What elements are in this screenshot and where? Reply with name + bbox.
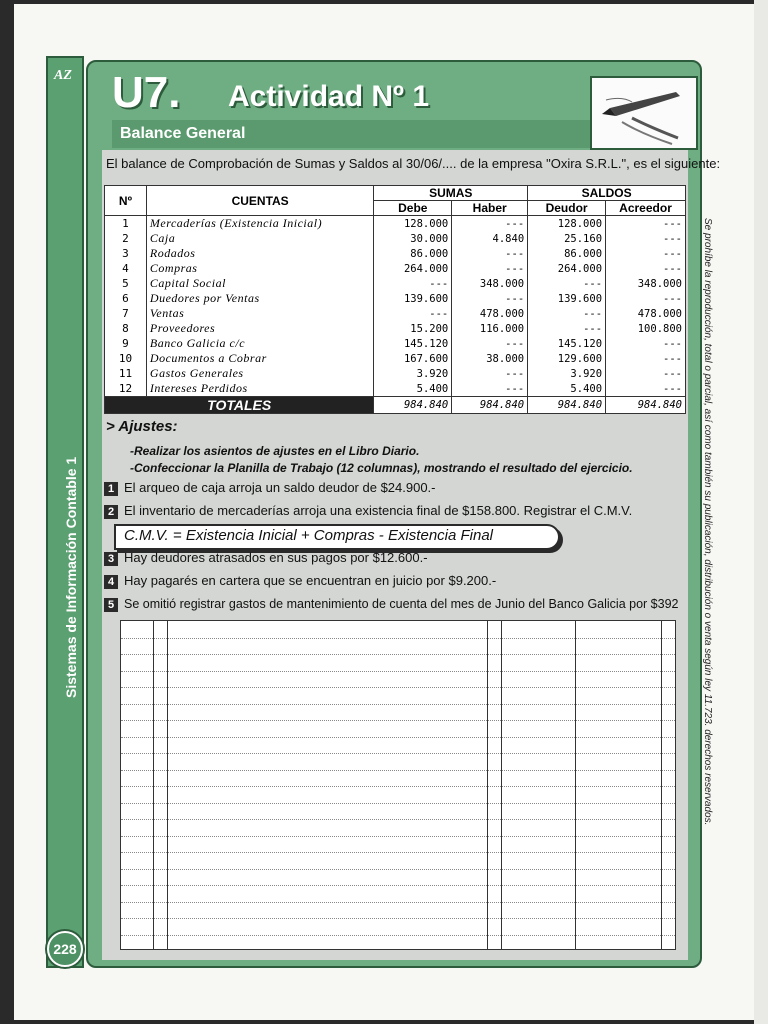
ledger-row-line [121, 737, 675, 738]
header-cuentas: CUENTAS [146, 186, 373, 216]
page-edge [754, 0, 768, 1024]
adjustment-item [104, 550, 428, 566]
ledger-row-line [121, 803, 675, 804]
debe-cell: 139.600 [374, 291, 452, 306]
acreedor-cell: --- [606, 216, 686, 232]
row-number: 7 [105, 306, 147, 321]
table-row [105, 381, 686, 397]
header-haber: Haber [452, 201, 528, 216]
debe-cell: 86.000 [374, 246, 452, 261]
deudor-cell: 139.600 [528, 291, 606, 306]
acreedor-cell: 478.000 [606, 306, 686, 321]
cmv-formula-box [114, 524, 560, 550]
item-number: 1 [104, 482, 118, 496]
account-name: Documentos a Cobrar [146, 351, 373, 366]
ledger-row-line [121, 687, 675, 688]
header-saldos: SALDOS [528, 186, 686, 201]
account-name: Ventas [146, 306, 373, 321]
account-name: Rodados [146, 246, 373, 261]
deudor-cell: 3.920 [528, 366, 606, 381]
account-name: Proveedores [146, 321, 373, 336]
table-row [105, 351, 686, 366]
cmv-formula: C.M.V. = Existencia Inicial + Compras - Existencia Final [124, 527, 494, 544]
haber-cell: 478.000 [452, 306, 528, 321]
deudor-cell: 25.160 [528, 231, 606, 246]
ledger-row-line [121, 753, 675, 754]
ledger-row-line [121, 836, 675, 837]
row-number: 6 [105, 291, 147, 306]
row-number: 12 [105, 381, 147, 397]
adjustment-item [104, 503, 632, 519]
ledger-row-line [121, 654, 675, 655]
table-row [105, 306, 686, 321]
acreedor-cell: --- [606, 231, 686, 246]
ledger-row-line [121, 918, 675, 919]
ledger-row-line [121, 671, 675, 672]
row-number: 3 [105, 246, 147, 261]
acreedor-cell: --- [606, 351, 686, 366]
header-deudor: Deudor [528, 201, 606, 216]
copyright-notice: Se prohíbe la reproducción, total o parcial, así como también su publicación, distribución o venta según ley 11.723. derechos reservados. [702, 218, 713, 826]
acreedor-cell: --- [606, 381, 686, 397]
table-row [105, 231, 686, 246]
row-number: 5 [105, 276, 147, 291]
instruction-1: -Realizar los asientos de ajustes en el Libro Diario. [130, 444, 420, 458]
ledger-row-line [121, 786, 675, 787]
deudor-cell: --- [528, 321, 606, 336]
instruction-2: -Confeccionar la Planilla de Trabajo (12 columnas), mostrando el resultado del ejercicio. [130, 461, 633, 475]
header-debe: Debe [374, 201, 452, 216]
ledger-row-line [121, 902, 675, 903]
ledger-row-line [121, 638, 675, 639]
journal-ledger-grid [120, 620, 676, 950]
debe-cell: 15.200 [374, 321, 452, 336]
acreedor-cell: 100.800 [606, 321, 686, 336]
header-num: Nº [105, 186, 147, 216]
table-row [105, 321, 686, 336]
item-number: 3 [104, 552, 118, 566]
section-title: Balance General [120, 125, 246, 142]
row-number: 11 [105, 366, 147, 381]
total-debe: 984.840 [374, 397, 452, 414]
row-number: 8 [105, 321, 147, 336]
trial-balance-table [104, 185, 686, 414]
table-row [105, 216, 686, 232]
acreedor-cell: --- [606, 246, 686, 261]
account-name: Caja [146, 231, 373, 246]
account-name: Intereses Perdidos [146, 381, 373, 397]
spine-bar [46, 56, 84, 968]
table-row [105, 261, 686, 276]
debe-cell: 167.600 [374, 351, 452, 366]
item-text: El inventario de mercaderías arroja una existencia final de $158.800. Registrar el C.M.V. [124, 503, 633, 518]
ledger-row-line [121, 720, 675, 721]
haber-cell: --- [452, 336, 528, 351]
ledger-row-line [121, 885, 675, 886]
account-name: Banco Galicia c/c [146, 336, 373, 351]
spine-title: Sistemas de Información Contable 1 [63, 456, 79, 698]
acreedor-cell: 348.000 [606, 276, 686, 291]
ledger-row-line [121, 819, 675, 820]
ledger-row-line [121, 704, 675, 705]
debe-cell: 128.000 [374, 216, 452, 232]
intro-text: El balance de Comprobación de Sumas y Saldos al 30/06/.... de la empresa "Oxira S.R.L.", es el siguiente: [106, 156, 721, 171]
haber-cell: --- [452, 291, 528, 306]
ajustes-heading: > Ajustes: [106, 418, 178, 435]
totals-label: TOTALES [105, 397, 374, 414]
deudor-cell: 5.400 [528, 381, 606, 397]
item-text: Se omitió registrar gastos de mantenimiento de cuenta del mes de Junio del Banco Galicia por $392 [124, 597, 679, 611]
pen-icon [590, 76, 698, 150]
item-number: 4 [104, 575, 118, 589]
item-number: 2 [104, 505, 118, 519]
debe-cell: 145.120 [374, 336, 452, 351]
table-row [105, 366, 686, 381]
section-banner [112, 120, 592, 148]
ledger-row-line [121, 770, 675, 771]
page-title: Actividad Nº 1 [228, 80, 430, 113]
deudor-cell: 145.120 [528, 336, 606, 351]
account-name: Gastos Generales [146, 366, 373, 381]
adjustment-item [104, 573, 496, 589]
acreedor-cell: --- [606, 291, 686, 306]
account-name: Mercaderías (Existencia Inicial) [146, 216, 373, 232]
haber-cell: --- [452, 261, 528, 276]
row-number: 10 [105, 351, 147, 366]
header-sumas: SUMAS [374, 186, 528, 201]
debe-cell: 30.000 [374, 231, 452, 246]
debe-cell: 5.400 [374, 381, 452, 397]
table-row [105, 246, 686, 261]
item-text: Hay pagarés en cartera que se encuentran en juicio por $9.200.- [124, 573, 497, 588]
deudor-cell: 129.600 [528, 351, 606, 366]
deudor-cell: --- [528, 276, 606, 291]
total-acreedor: 984.840 [606, 397, 686, 414]
acreedor-cell: --- [606, 261, 686, 276]
haber-cell: --- [452, 381, 528, 397]
haber-cell: --- [452, 246, 528, 261]
ledger-row-line [121, 852, 675, 853]
item-number: 5 [104, 598, 118, 612]
logo: AZ [54, 68, 72, 83]
header-acreedor: Acreedor [606, 201, 686, 216]
account-name: Duedores por Ventas [146, 291, 373, 306]
table-row [105, 336, 686, 351]
haber-cell: 116.000 [452, 321, 528, 336]
account-name: Compras [146, 261, 373, 276]
haber-cell: --- [452, 216, 528, 232]
debe-cell: --- [374, 276, 452, 291]
acreedor-cell: --- [606, 366, 686, 381]
haber-cell: 38.000 [452, 351, 528, 366]
row-number: 2 [105, 231, 147, 246]
table-row [105, 291, 686, 306]
item-text: El arqueo de caja arroja un saldo deudor de $24.900.- [124, 480, 436, 495]
ledger-row-line [121, 869, 675, 870]
deudor-cell: 86.000 [528, 246, 606, 261]
debe-cell: 3.920 [374, 366, 452, 381]
debe-cell: 264.000 [374, 261, 452, 276]
account-name: Capital Social [146, 276, 373, 291]
ledger-row-line [121, 935, 675, 936]
adjustment-item [104, 597, 679, 612]
haber-cell: --- [452, 366, 528, 381]
debe-cell: --- [374, 306, 452, 321]
row-number: 1 [105, 216, 147, 232]
deudor-cell: --- [528, 306, 606, 321]
page-number: 228 [47, 931, 83, 967]
unit-code: U7. [112, 68, 181, 117]
totals-row [105, 397, 686, 414]
deudor-cell: 128.000 [528, 216, 606, 232]
acreedor-cell: --- [606, 336, 686, 351]
deudor-cell: 264.000 [528, 261, 606, 276]
total-deudor: 984.840 [528, 397, 606, 414]
item-text: Hay deudores atrasados en sus pagos por $12.600.- [124, 550, 428, 565]
row-number: 9 [105, 336, 147, 351]
table-row [105, 276, 686, 291]
haber-cell: 4.840 [452, 231, 528, 246]
haber-cell: 348.000 [452, 276, 528, 291]
total-haber: 984.840 [452, 397, 528, 414]
adjustment-item [104, 480, 436, 496]
row-number: 4 [105, 261, 147, 276]
